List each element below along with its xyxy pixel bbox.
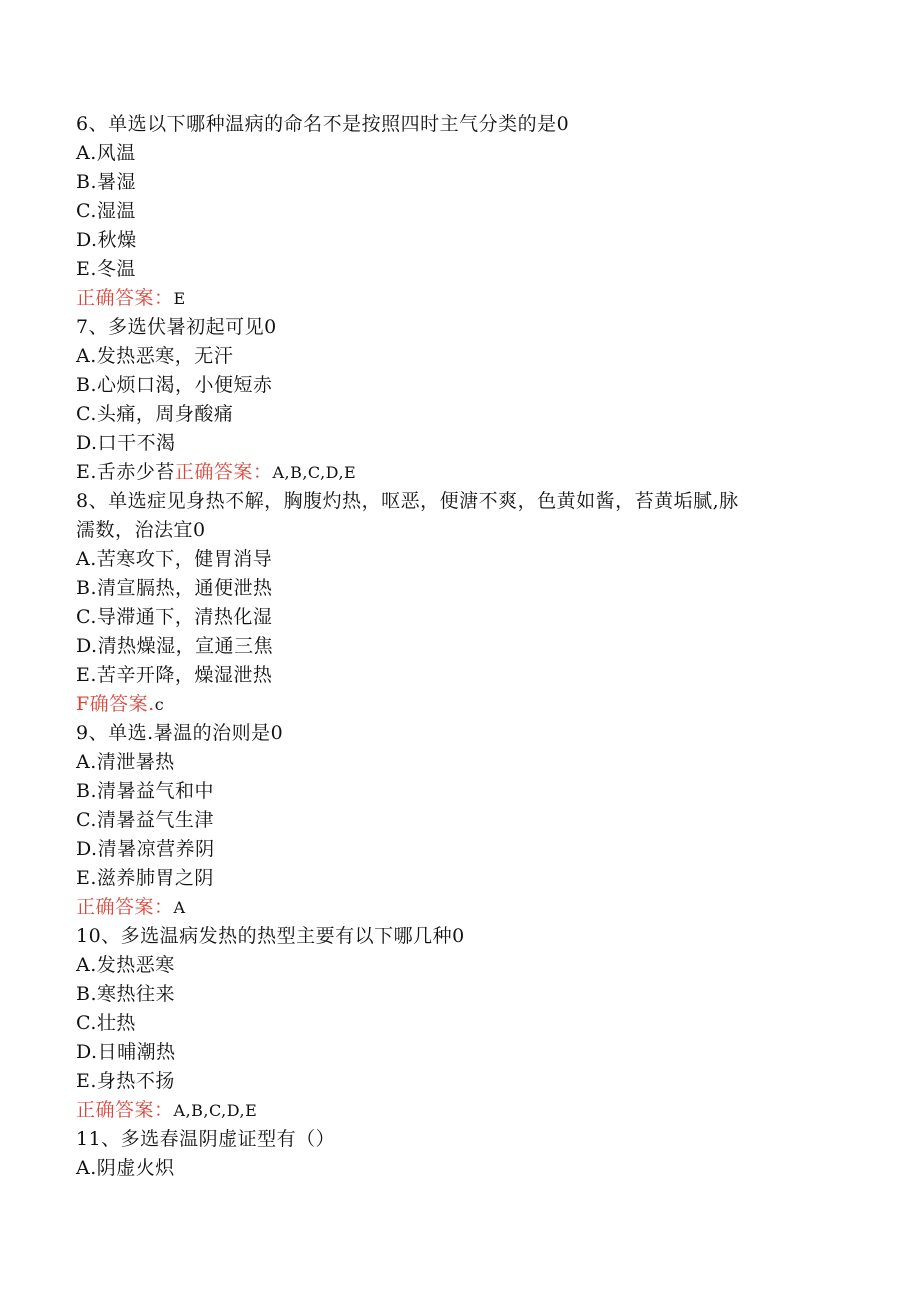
answer-value: A bbox=[173, 898, 186, 917]
question-10-stem: 10、多选温病发热的热型主要有以下哪几种0 bbox=[76, 925, 465, 947]
question-9-answer bbox=[76, 893, 836, 922]
answer-label: 正确答案： bbox=[76, 1099, 174, 1121]
question-6-option-d: D.秋燥 bbox=[76, 229, 137, 251]
question-10-option-e: E.身热不扬 bbox=[76, 1070, 175, 1092]
question-9-option-c: C.清暑益气生津 bbox=[76, 809, 214, 831]
question-11-stem: 11、多选春温阴虚证型有（） bbox=[76, 1128, 336, 1150]
answer-value: A,B,C,D,E bbox=[173, 1101, 258, 1120]
question-8-answer bbox=[76, 690, 836, 719]
question-7-stem: 7、多选伏暑初起可见0 bbox=[76, 316, 277, 338]
answer-value: E bbox=[173, 289, 186, 308]
question-8-stem-line-1: 8、单选症见身热不解，胸腹灼热，呕恶，便溏不爽，色黄如酱，苔黄垢腻,脉 bbox=[76, 490, 739, 512]
question-list bbox=[76, 110, 836, 1183]
question-6-option-a: A.风温 bbox=[76, 142, 136, 164]
question-8-option-c: C.导滞通下，清热化湿 bbox=[76, 606, 273, 628]
question-8-option-d: D.清热燥湿，宣通三焦 bbox=[76, 635, 274, 657]
question-10-answer bbox=[76, 1096, 836, 1125]
question-7-option-c: C.头痛，周身酸痛 bbox=[76, 403, 234, 425]
question-10-option-a: A.发热恶寒 bbox=[76, 954, 175, 976]
question-9-stem: 9、单选.暑温的治则是0 bbox=[76, 722, 284, 744]
question-6-option-c: C.湿温 bbox=[76, 200, 136, 222]
answer-label: 正确答案： bbox=[76, 896, 174, 918]
question-7-option-d: D.口干不渴 bbox=[76, 432, 176, 454]
question-6-stem: 6、单选以下哪种温病的命名不是按照四时主气分类的是0 bbox=[76, 113, 570, 135]
question-7-option-a: A.发热恶寒，无汗 bbox=[76, 345, 234, 367]
question-7-option-e: E.舌赤少苔 bbox=[76, 461, 175, 483]
question-6-answer bbox=[76, 284, 836, 313]
question-9-option-d: D.清暑凉营养阴 bbox=[76, 838, 215, 860]
answer-label: 正确答案： bbox=[174, 461, 273, 483]
question-7-option-e-with-answer bbox=[76, 458, 836, 487]
question-9-option-a: A.清泄暑热 bbox=[76, 751, 175, 773]
question-11-option-a: A.阴虚火炽 bbox=[76, 1157, 175, 1179]
answer-value: A,B,C,D,E bbox=[272, 463, 357, 482]
question-10-option-d: D.日晡潮热 bbox=[76, 1041, 176, 1063]
question-10-option-b: B.寒热往来 bbox=[76, 983, 176, 1005]
question-8-stem-line-2: 濡数，治法宜0 bbox=[76, 519, 206, 541]
question-6-option-e: E.冬温 bbox=[76, 258, 136, 280]
question-8-option-e: E.苦辛开降，燥湿泄热 bbox=[76, 664, 273, 686]
question-7-option-b: B.心烦口渴，小便短赤 bbox=[76, 374, 273, 396]
question-10-option-c: C.壮热 bbox=[76, 1012, 136, 1034]
question-9-option-e: E.滋养肺胃之阴 bbox=[76, 867, 214, 889]
question-9-option-b: B.清暑益气和中 bbox=[76, 780, 215, 802]
answer-label: F确答案. bbox=[76, 693, 155, 715]
question-8-option-b: B.清宣膈热，通便泄热 bbox=[76, 577, 273, 599]
question-8-option-a: A.苦寒攻下，健胃消导 bbox=[76, 548, 273, 570]
answer-label: 正确答案： bbox=[76, 287, 174, 309]
question-6-option-b: B.暑湿 bbox=[76, 171, 137, 193]
answer-value: c bbox=[154, 695, 165, 714]
